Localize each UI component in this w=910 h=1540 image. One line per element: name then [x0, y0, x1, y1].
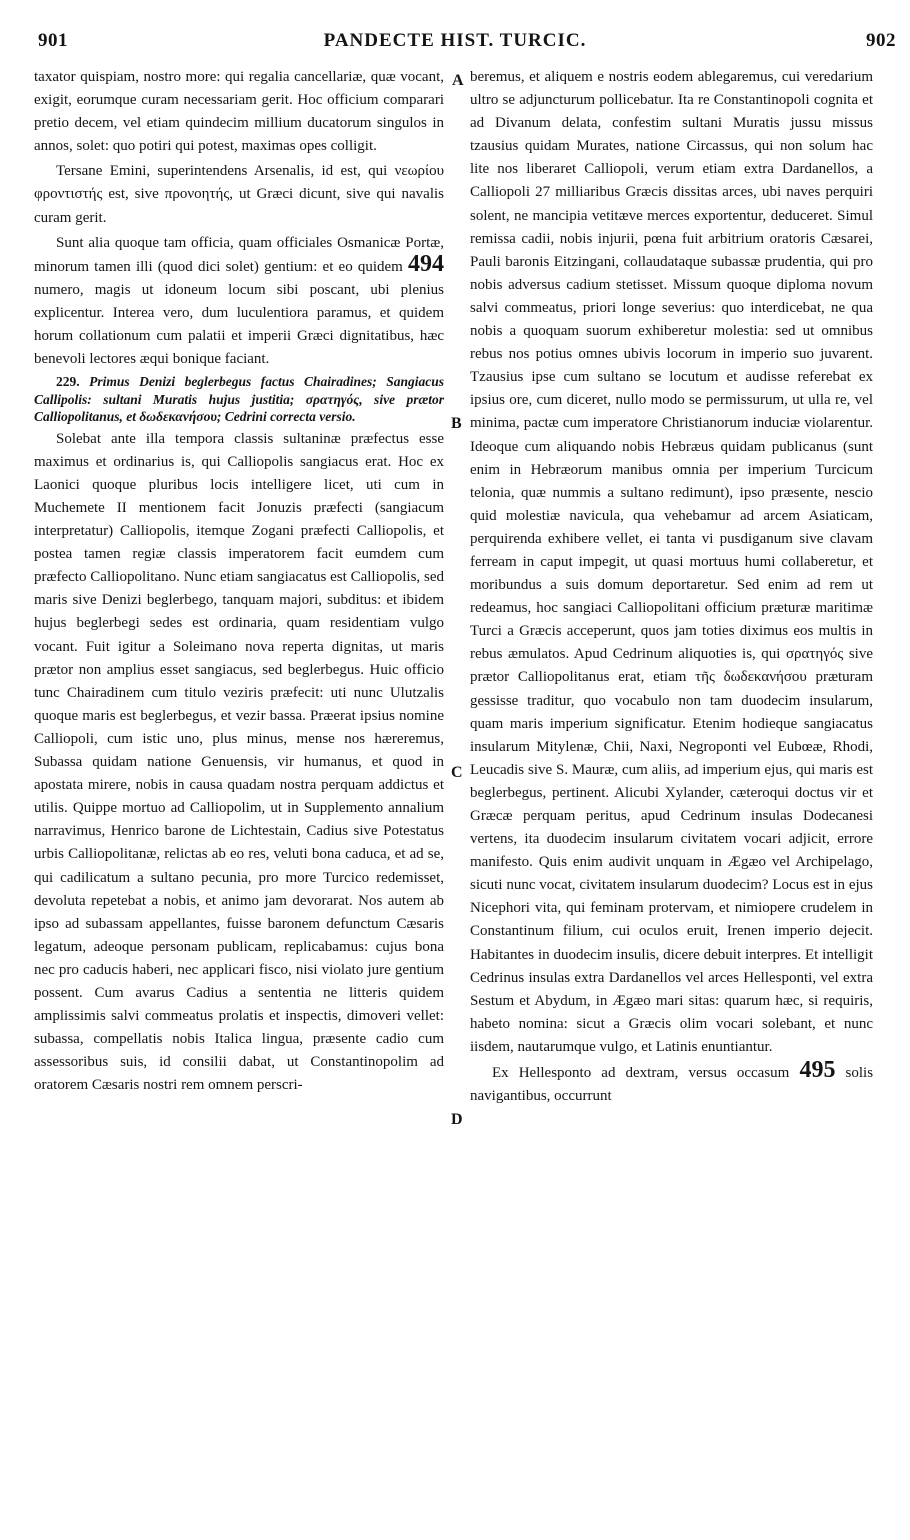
section-heading-229 [34, 373, 444, 426]
page-number-right: 902 [866, 30, 896, 51]
right-paragraph-2-start: Ex Hellesponto ad dextram, versus occasum [492, 1065, 790, 1082]
running-title: PANDECTE HIST. TURCIC. [323, 30, 587, 51]
margin-marker-d: D [451, 1111, 463, 1128]
right-column [470, 66, 873, 1108]
margin-marker-c: C [451, 764, 463, 781]
left-paragraph-3 [34, 232, 444, 372]
section-summary: Primus Denizi beglerbegus factus Chairadines; Sangiacus Callipolis: sultani Muratis hujus justitia; σρατηγός, sive prætor Calliopolitanus, et δωδεκανήσου; Cedrini correcta versio. [34, 374, 445, 425]
section-number: 229. [56, 374, 80, 390]
right-paragraph-2 [470, 1057, 874, 1108]
right-paragraph-2-end: solis navigantibus, occurrunt [470, 1065, 874, 1105]
left-paragraph-3-start: Sunt alia quoque tam officia, quam officiales Osmanicæ Portæ, minorum tamen illi (quod dici solet) gentium: et eo quidem [34, 234, 444, 275]
margin-marker-b: B [451, 415, 462, 432]
page-number-left: 901 [38, 30, 68, 51]
margin-marker-a: A [452, 72, 464, 89]
side-page-number-494: 494 [408, 250, 444, 277]
left-column [34, 66, 444, 1097]
side-page-number-495: 495 [799, 1057, 836, 1084]
left-paragraph-3-end: numero, magis ut idoneum locum sibi poscant, ubi plenius explicentur. Interea vero, dum luculentiora paramus, et quidem horum collationum cum palatii et imperii Græci dignitatibus, hæc benevoli lectores æqui bonique faciant. [34, 281, 444, 368]
left-paragraph-2: Tersane Emini, superintendens Arsenalis, id est, qui νεωρίου φροντιστής est, sive προνοητής, ut Græci dicunt, sive qui navalis curam gerit. [34, 163, 444, 226]
left-paragraph-1: taxator quispiam, nostro more: qui regalia cancellariæ, quæ vocant, exigit, eorumque curam necessariam gerit. Hoc officium comparari pretio decem, vel etiam quindecim millium ducatorum singulos in annos, solet: quo potiri qui potest, maximas opes colligit. [34, 69, 444, 155]
right-paragraph-1: beremus, et aliquem e nostris eodem ablegaremus, cui veredarium ultro se adjuncturum pollicebatur. Ita re Constantinopoli cognita et ad Divanum delata, confestim sultani Muratis jussu missus tzausius quidam Murates, natione Circassus, qui non solum hac lite nos liberaret Calliopoli, verum etiam extra Dardanellos, a Calliopoli 27 milliaribus Græcis dissitas arces, ubi naves perquiri solent, ne mancipia vetitæve merces exportentur, deduceret. Simul remissa cadii, nobis injurii, pœna fuit arbitrium oratoris Cæsarei, Pauli baronis Eitzingani, collaudataque subassæ prudentia, qui pro nobis adversus cadium stetisset. Missum quoque diploma novum salvi commeatus, priori longe severius: quo interdicebat, ne qua nobis a quoquam suorum exhiberetur molestia: sed ut omnibus rebus nos potius omnes ubivis locorum in imperio suo juvarent. Tzausius ipse cum sultano se locutum et audisse referebat ex ipsius ore, cum diceret, nullo modo se permissurum, ut ulla re, vel minima, pactæ cum imperatore Christianorum induciæ violarentur. Ideoque cum aliquando nobis Hebræus quidam publicanus (sunt enim in Hebræorum manibus omnia per imperium Turcicum telonia, quæ nummis a sultano redimunt), ipso præsente, nescio quid molestiæ navicula, qua vehebamur ad arcem Asiaticam, perquirenda exhibere vellet, ei tanta vi pusdiganum sive clavam ferream in caput impegit, ut quasi mortuus humi collaberetur, et moribundus a suis domum deportaretur. Sed enim ad rem ut redeamus, hoc sangiaci Calliopolitani officium præturæ maritimæ Turci a Græcis acceperunt, quos jam toties diximus eos multis in rebus æmulatos. Apud Cedrinum aliquoties is, qui σρατηγός sive prætor Calliopolitanus erat, etiam τῆς δωδεκανήσου præturam gessisse traditur, quo vocabulo non tam duodecim insularum, quam maris imperium significatur. Etenim hodieque sangiacatus insularum Mitylenæ, Chii, Naxi, Negroponti vel Eubœæ, Rhodi, Leucadis sive S. Mauræ, cum aliis, ad imperium ejus, qui maris est beglerbegus, pertinent. Alicubi Xylander, cæteroqui doctus vir et Græcæ perquam peritus, apud Cedrinum insulas Dodecanesi vertens, ita duodecim insularum civitatem vocari adjicit, errore manifesto. Quis enim audivit unquam in Ægæo vel Archipelago, sicuti nunc vocat, civitatem insularum duodecim? Locus est in ejus Nicephori vita, qui feminam protervam, et nimiopere crudelem in Constantinum filium, cui oculos eruit, Irenen imperio dejecit. Habitantes in duodecim insulis, dicere debuit interpres. Et intelligit Cedrinus insulas extra Dardanellos vel arces Hellesponti, vel extra Sestum et Abydum, in Ægæo mari sitas: quarum hæc, si requiris, habeto nomina: sicut a Græcis olim vocari solebant, et nunc iisdem, nautarumque vulgo, et Latinis enuntiantur. [470, 69, 873, 1055]
left-paragraph-4: Solebat ante illa tempora classis sultaninæ præfectus esse maximus et ordinarius is, qui Calliopolis sangiacus erat. Hoc ex Laonici quoque pluribus locis intelligere licet, uti cum in Muchemete II mentionem facit Jonuzis præfecti (sangiacum interpretatur) Calliopolis, itemque Zogani præfecti Calliopolis, et postea tamen regiæ classis imperatorem facit eumdem cum præfecto Calliopolitano. Nunc etiam sangiacatus est Calliopolis, sed maris sive Denizi beglerbego, tanquam majori, subditus: et ibidem hujus beglerbegi sedes est ordinaria, quam residentiam vulgo vocant. Fuit igitur a Soleimano nova reperta dignitas, ut maris prætor non amplius esset sangiacus, sed beglerbegus. Huic officio tunc Chairadinem cum titulo veziris præfecit: uti nunc Ulutzalis quoque maris est beglerbegus, et vezir bassa. Præerat ipsius nomine Calliopoli, cum istic uno, plus minus, mense nos hæreremus, Subassa quidam natione Genuensis, vir humanus, et quod in apostata mirere, nobis in causa quadam nostra perquam addictus et utilis. Quippe mortuo ad Calliopolim, ut in Supplemento annalium narravimus, Henrico barone de Lichtestain, Cadius sive Potestatus urbis Calliopolitanæ, relictas ab eo res, veluti bona caduca, et ad se, qui cadilicatum a sultano pecunia, pro more Turcico redemisset, devoluta repetebat a nobis, et animo jam devorarat. Nos autem ab ipso ad subassam appellantes, fuisse baronem defunctum Cæsaris legatum, adeoque personam publicam, replicabamus: cujus bona nec pro caducis haberi, nec applicari fisco, nisi violato jure gentium possent. Cum avarus Cadius a sententia ne litteris quidem amplissimis salvi commeatus prolatis et inspectis, dimoveri vellet: subassa, compellatis nobis Italica lingua, præsente cadio cum assessoribus suis, id consilii dabat, ut Constantinopolim ad oratorem Cæsaris nostri rem omnem perscri- [34, 430, 444, 1094]
